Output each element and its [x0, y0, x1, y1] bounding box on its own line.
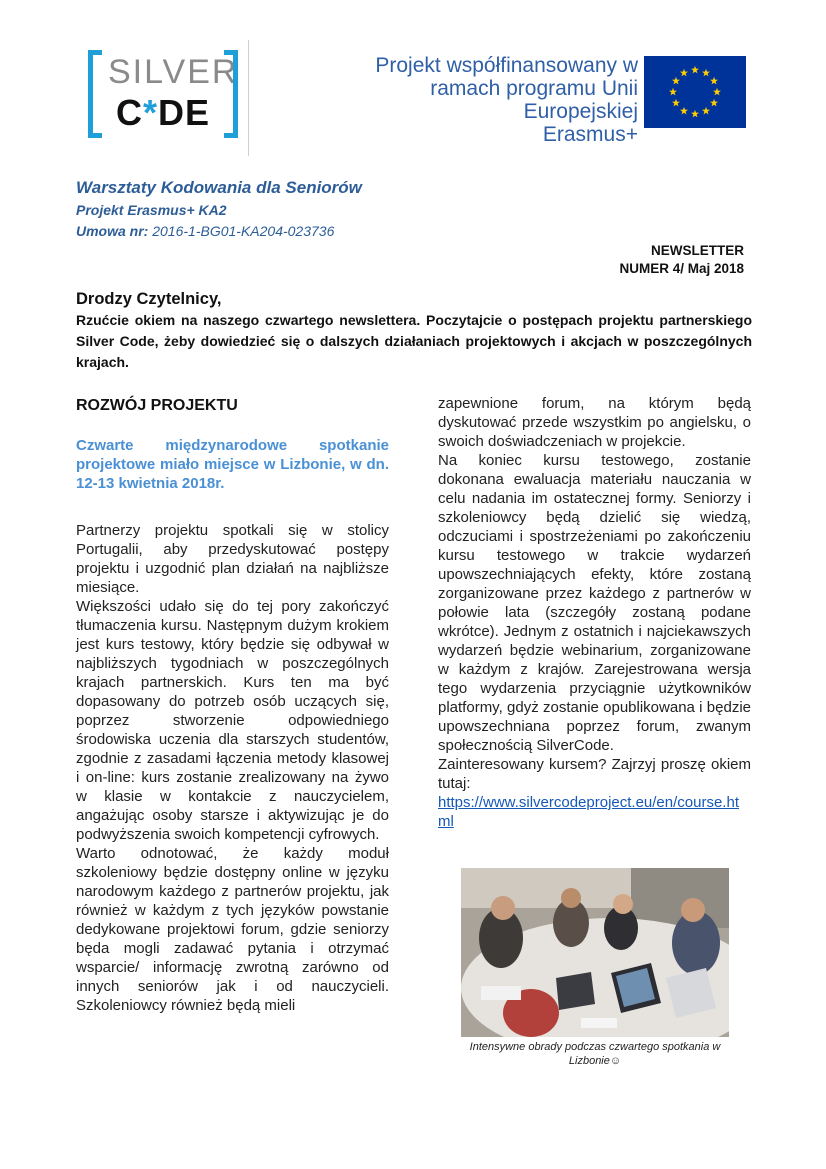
eu-flag-icon	[644, 56, 746, 128]
section-heading: ROZWÓJ PROJEKTU	[76, 397, 238, 414]
article-paragraph: Warto odnotować, że każdy moduł szkoleniowy będzie dostępny online w języku narodowym każdego z partnerów projektu, jak również w każdym z tych języków powstanie dedykowane projektowi forum, gdzie seniorzy będa mogli zadawać pytania i otrzymać wsparcie/ informację zwrotną zarówno od innych seniorów jak i od nauczycieli. Szkoleniowcy również będą mieli	[76, 845, 389, 1014]
newsletter-number: NUMER 4/ Maj 2018	[619, 261, 744, 276]
newsletter-issue	[619, 242, 744, 278]
course-link[interactable]: https://www.silvercodeproject.eu/en/course.html	[438, 794, 739, 830]
intro-text: Rzućcie okiem na naszego czwartego newslettera. Poczytajcie o postępach projektu partnerskiego Silver Code, żeby dowiedzieć się o dalszych działaniach projektowych i akcjach w poszczególnych krajach.	[76, 312, 752, 370]
article-paragraph: zapewnione forum, na którym będą dyskutować przede wszystkim po angielsku, o swoich doświadczeniach w projekcie.	[438, 395, 751, 450]
section-subheading: Czwarte międzynarodowe spotkanie projektowe miało miejsce w Lizbonie, w dn. 12-13 kwietnia 2018r.	[76, 437, 389, 492]
silver-code-logo	[88, 50, 238, 142]
logo-code-text: C*DE	[115, 92, 211, 133]
logo-bracket-left	[88, 50, 102, 138]
project-subtitle: Projekt Erasmus+ KA2	[76, 202, 227, 218]
article-paragraph: Zainteresowany kursem? Zajrzyj proszę okiem tutaj:	[438, 756, 751, 792]
cofinance-notice: Projekt współfinansowany w ramach programu Unii Europejskiej Erasmus+	[375, 54, 638, 146]
project-title-block	[76, 176, 362, 242]
article-paragraph: Większości udało się do tej pory zakończyć tłumaczenia kursu. Następnym dużym krokiem jest kurs testowy, który będzie się odbywał w najbliższych tygodniach w poszczególnych krajach partnerskich. Kurs ten ma być dopasowany do potrzeb osób uczących się, poprzez stworzenie odpowiedniego środowiska uczenia dla starszych studentów, zgodnie z zasadami łączenia metody klasowej i on-line: kurs zostanie zrealizowany na żywo w klasie w kontakcie z nauczycielem, angażując osoby starsze i aktywizując je do podwyższenia swoich kompetencji cyfrowych.	[76, 598, 389, 843]
greeting: Drodzy Czytelnicy,	[76, 290, 222, 308]
contract-number: Umowa nr: 2016-1-BG01-KA204-023736	[76, 223, 335, 239]
logo-star-icon: *	[142, 92, 158, 133]
article-column-left	[76, 394, 389, 1015]
newsletter-label: NEWSLETTER	[651, 243, 744, 258]
project-title: Warsztaty Kodowania dla Seniorów	[76, 178, 362, 197]
meeting-photo	[461, 868, 729, 1037]
article-paragraph: Na koniec kursu testowego, zostanie dokonana ewaluacja materiału nauczania w celu nadania im ostatecznej formy. Seniorzy i szkoleniowcy będą dzielić się wiedzą, odczuciami i spostrzeżeniami po zakończeniu kursu testowego w trakcie wydarzeń upowszechniających efekty, które zostaną zorganizowane przez każdego z partnerów w połowie lata (szczegóły zostaną podane wkrótce). Jednym z ostatnich i najciekawszych wydarzeń będzie webinarium, zorganizowane w każdym z krajów. Zarejestrowana wersja tego wydarzenia przyciągnie użytkowników platformy, gdyż zostanie opublikowana i będzie upowszechniana poprzez forum, zwanym społecznością SilverCode.	[438, 452, 751, 754]
logo-silver-text: SILVER	[108, 53, 239, 91]
article-column-right	[438, 394, 751, 831]
article-paragraph: Partnerzy projektu spotkali się w stolicy Portugalii, aby przedyskutować postępy projektu i uzgodnić plan działań na najbliższe miesiące.	[76, 522, 389, 596]
logo-bracket-right	[224, 50, 238, 138]
header-divider	[248, 40, 249, 156]
photo-caption: Intensywne obrady podczas czwartego spotkania w Lizbonie☺	[469, 1041, 721, 1067]
